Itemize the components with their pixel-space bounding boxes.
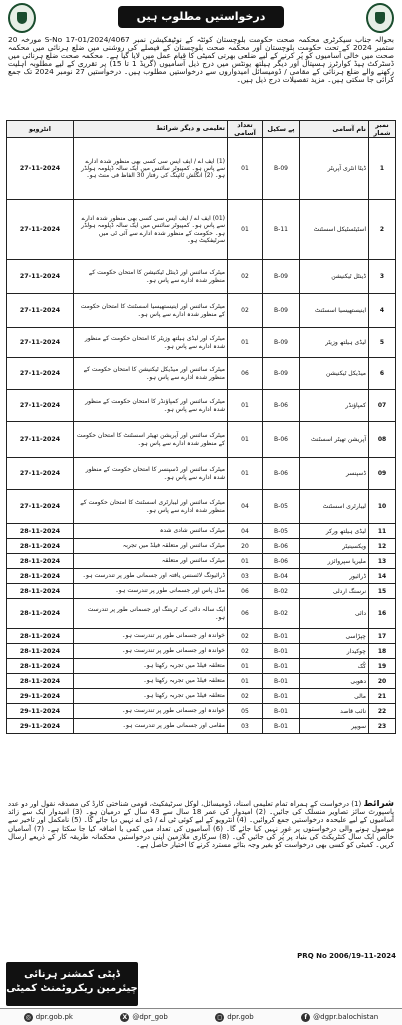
cell-serial: 3 xyxy=(369,260,396,294)
cell-pay-scale: B-09 xyxy=(263,328,300,358)
cell-serial: 11 xyxy=(369,524,396,539)
cell-qualification: (01) ایف اے / ایف ایس سی کسی بھی منظور شدہ ادارے سے پاس ہو۔ کمپیوٹر سائنس میں ایک سالہ ڈپلومہ ہولڈر ہو۔ حکومت کے منظور شدہ ادارے سے آئی ٹی میں سرٹیفکیٹ ہو۔ xyxy=(74,200,228,260)
cell-post-name: کمپاؤنڈر xyxy=(300,390,369,422)
table-row xyxy=(7,422,396,458)
cell-post-name: دھوبی xyxy=(300,674,369,689)
cell-interview-date: 28-11-2024 xyxy=(7,629,74,644)
table-row xyxy=(7,719,396,734)
cell-qualification: مقامی اور جسمانی طور پر تندرست ہو۔ xyxy=(74,719,228,734)
cell-interview-date: 29-11-2024 xyxy=(7,719,74,734)
cell-post-name: سویپر xyxy=(300,719,369,734)
footer-link[interactable] xyxy=(301,1013,378,1022)
signatory-title: ڈپٹی کمشنر ہرنائی xyxy=(24,969,120,980)
table-row xyxy=(7,704,396,719)
cell-qualification: میٹرک سائنس شادی شدہ xyxy=(74,524,228,539)
cell-post-name: ڈرائیور xyxy=(300,569,369,584)
intro-paragraph: بحوالہ جناب سیکرٹری محکمہ صحت حکومت بلوچستان کوئٹہ کے نوٹیفکیشن نمبر S-No 17-01/2024/4067 مورخہ 20 ستمبر 2024 کے تحت حکومت بلوچستان اور محکمہ صحت بلوچستان کے فیصلے کی روشنی میں ضلع ہرنائی میں محکمہ صحت میں خالی آسامیوں کو پُر کرنے کے لیے ضلعی بھرتی کمیٹی کا قیام عمل میں لایا گیا ہے۔ محکمہ صحت ضلع ہرنائی میں ڈسٹرکٹ ہیڈ کوارٹرز ہسپتال اور دیگر ہیلتھ یونٹس میں درج ذیل آسامیوں (گریڈ 1 تا 15) پر تقرری کے لیے مطلوبہ اہلیت رکھنے والے ضلع ہرنائی کے مقامی / ڈومیسائل امیدواروں سے درخواستیں مطلوب ہیں۔ درخواستیں 27 نومبر 2024 تک جمع کرائی جا سکتی ہیں۔ مزید تفصیلات درج ذیل ہیں۔ xyxy=(8,36,394,85)
cell-post-count: 01 xyxy=(228,200,263,260)
footer xyxy=(0,1008,402,1025)
header-qualification: تعلیمی و دیگر شرائط xyxy=(74,121,228,138)
header xyxy=(0,0,402,38)
table-row xyxy=(7,539,396,554)
cell-qualification: متعلقہ فیلڈ میں تجربہ رکھتا ہو۔ xyxy=(74,689,228,704)
header-pay-scale: پے سکیل xyxy=(263,121,300,138)
cell-serial: 18 xyxy=(369,644,396,659)
footer-link-text: @dgpr.balochistan xyxy=(313,1013,379,1021)
cell-qualification: میٹرک سائنس اور متعلقہ فیلڈ میں تجربہ xyxy=(74,539,228,554)
cell-post-name: مالی xyxy=(300,689,369,704)
cell-serial: 16 xyxy=(369,599,396,629)
cell-post-count: 01 xyxy=(228,674,263,689)
cell-serial: 5 xyxy=(369,328,396,358)
cell-pay-scale: B-01 xyxy=(263,659,300,674)
cell-post-name: اسٹیٹسٹیکل اسسٹنٹ xyxy=(300,200,369,260)
cell-post-count: 02 xyxy=(228,260,263,294)
department-emblem-icon xyxy=(366,3,394,33)
table-row xyxy=(7,138,396,200)
cell-interview-date: 28-11-2024 xyxy=(7,599,74,629)
cell-post-name: نائب قاصد xyxy=(300,704,369,719)
cell-pay-scale: B-05 xyxy=(263,524,300,539)
cell-serial: 13 xyxy=(369,554,396,569)
cell-pay-scale: B-06 xyxy=(263,539,300,554)
table-row xyxy=(7,328,396,358)
cell-post-count: 05 xyxy=(228,704,263,719)
cell-post-name: آپریشن تھیٹر اسسٹنٹ xyxy=(300,422,369,458)
cell-post-name: چپڑاسی xyxy=(300,629,369,644)
vacancies-table xyxy=(6,120,396,734)
table-header-row xyxy=(7,121,396,138)
cell-serial: 20 xyxy=(369,674,396,689)
cell-interview-date: 28-11-2024 xyxy=(7,524,74,539)
cell-pay-scale: B-01 xyxy=(263,704,300,719)
cell-post-count: 03 xyxy=(228,569,263,584)
cell-post-name: اینیستھیسیا اسسٹنٹ xyxy=(300,294,369,328)
cell-serial: 08 xyxy=(369,422,396,458)
cell-post-name: لیبارٹری اسسٹنٹ xyxy=(300,490,369,524)
cell-qualification: میٹرک سائنس اور اینیستھیسیا اسسٹنٹ کا امتحان حکومت کے منظور شدہ ادارے سے پاس ہو۔ xyxy=(74,294,228,328)
cell-pay-scale: B-01 xyxy=(263,719,300,734)
cell-post-name: ڈینٹل ٹیکنیشن xyxy=(300,260,369,294)
table-row xyxy=(7,358,396,390)
cell-pay-scale: B-04 xyxy=(263,569,300,584)
cell-qualification: میٹرک اور لیڈی ہیلتھ وزیٹر کا امتحان حکومت کے منظور شدہ ادارے سے پاس ہو۔ xyxy=(74,328,228,358)
cell-interview-date: 27-11-2024 xyxy=(7,390,74,422)
cell-serial: 2 xyxy=(369,200,396,260)
cell-qualification: میٹرک سائنس اور میڈیکل ٹیکنیشن کا امتحان حکومت کے منظور شدہ ادارے سے پاس ہو۔ xyxy=(74,358,228,390)
table-row xyxy=(7,200,396,260)
cell-qualification: خواندہ اور جسمانی طور پر تندرست ہو۔ xyxy=(74,704,228,719)
header-post-count: تعداد آسامی xyxy=(228,121,263,138)
cell-serial: 15 xyxy=(369,584,396,599)
table-row xyxy=(7,260,396,294)
table-row xyxy=(7,554,396,569)
cell-interview-date: 28-11-2024 xyxy=(7,554,74,569)
cell-qualification: متعلقہ فیلڈ میں تجربہ رکھتا ہو۔ xyxy=(74,674,228,689)
cell-serial: 17 xyxy=(369,629,396,644)
cell-interview-date: 28-11-2024 xyxy=(7,674,74,689)
footer-link[interactable] xyxy=(120,1013,167,1022)
footer-link[interactable] xyxy=(24,1013,73,1022)
cell-pay-scale: B-06 xyxy=(263,390,300,422)
instagram-icon: ◻ xyxy=(215,1013,224,1022)
footer-link-text: dpr.gob xyxy=(227,1013,254,1021)
cell-serial: 19 xyxy=(369,659,396,674)
cell-post-count: 06 xyxy=(228,584,263,599)
cell-qualification: خواندہ اور جسمانی طور پر تندرست ہو۔ xyxy=(74,629,228,644)
table-row xyxy=(7,294,396,328)
cell-pay-scale: B-01 xyxy=(263,629,300,644)
cell-qualification: ڈرائیونگ لائسنس یافتہ اور جسمانی طور پر تندرست ہو۔ xyxy=(74,569,228,584)
cell-post-name: میڈیکل ٹیکنیشن xyxy=(300,358,369,390)
cell-post-count: 20 xyxy=(228,539,263,554)
cell-serial: 10 xyxy=(369,490,396,524)
cell-interview-date: 27-11-2024 xyxy=(7,490,74,524)
table-row xyxy=(7,644,396,659)
cell-post-count: 06 xyxy=(228,599,263,629)
cell-qualification: متعلقہ فیلڈ میں تجربہ رکھتا ہو۔ xyxy=(74,659,228,674)
cell-qualification: میٹرک سائنس اور آپریشن تھیٹر اسسٹنٹ کا امتحان حکومت کے منظور شدہ ادارے سے پاس ہو۔ xyxy=(74,422,228,458)
cell-post-count: 02 xyxy=(228,629,263,644)
cell-serial: 22 xyxy=(369,704,396,719)
twitter-icon: X xyxy=(120,1013,129,1022)
cell-interview-date: 27-11-2024 xyxy=(7,458,74,490)
cell-post-name: کُک xyxy=(300,659,369,674)
cell-post-count: 02 xyxy=(228,689,263,704)
cell-interview-date: 28-11-2024 xyxy=(7,644,74,659)
cell-post-count: 02 xyxy=(228,644,263,659)
cell-post-name: چوکیدار xyxy=(300,644,369,659)
cell-pay-scale: B-02 xyxy=(263,584,300,599)
table-row xyxy=(7,569,396,584)
cell-post-count: 04 xyxy=(228,524,263,539)
cell-post-count: 01 xyxy=(228,328,263,358)
footer-link[interactable] xyxy=(215,1013,254,1022)
cell-pay-scale: B-05 xyxy=(263,490,300,524)
table-row xyxy=(7,629,396,644)
cell-post-name: لیڈی ہیلتھ وزیٹر xyxy=(300,328,369,358)
conditions-label: شرائط xyxy=(363,800,394,809)
cell-serial: 07 xyxy=(369,390,396,422)
cell-post-count: 04 xyxy=(228,490,263,524)
cell-post-count: 01 xyxy=(228,422,263,458)
table-row xyxy=(7,524,396,539)
cell-qualification: میٹرک سائنس اور لیبارٹری اسسٹنٹ کا امتحان حکومت کے منظور شدہ ادارے سے پاس ہو۔ xyxy=(74,490,228,524)
cell-post-name: دائی xyxy=(300,599,369,629)
cell-pay-scale: B-02 xyxy=(263,599,300,629)
facebook-icon: f xyxy=(301,1013,310,1022)
cell-qualification: خواندہ اور جسمانی طور پر تندرست ہو۔ xyxy=(74,644,228,659)
cell-post-count: 01 xyxy=(228,458,263,490)
cell-qualification: مڈل پاس اور جسمانی طور پر تندرست ہو۔ xyxy=(74,584,228,599)
cell-pay-scale: B-09 xyxy=(263,260,300,294)
table-row xyxy=(7,390,396,422)
signature-block xyxy=(6,962,138,1006)
cell-pay-scale: B-11 xyxy=(263,200,300,260)
cell-serial: 12 xyxy=(369,539,396,554)
cell-post-count: 01 xyxy=(228,659,263,674)
cell-interview-date: 29-11-2024 xyxy=(7,704,74,719)
cell-qualification: میٹرک سائنس اور کمپاؤنڈر کا امتحان حکومت کے منظور شدہ ادارے سے پاس ہو۔ xyxy=(74,390,228,422)
footer-link-text: dpr.gob.pk xyxy=(35,1013,73,1021)
cell-interview-date: 27-11-2024 xyxy=(7,358,74,390)
page-title: درخواستیں مطلوب ہیں xyxy=(118,6,284,28)
cell-serial: 6 xyxy=(369,358,396,390)
header-interview-date: انٹرویو xyxy=(7,121,74,138)
table-row xyxy=(7,458,396,490)
vacancies-body xyxy=(7,138,396,734)
cell-qualification: میٹرک سائنس اور متعلقہ xyxy=(74,554,228,569)
cell-post-name: ملیریا سپروائزر xyxy=(300,554,369,569)
table-row xyxy=(7,689,396,704)
table-row xyxy=(7,584,396,599)
cell-post-count: 01 xyxy=(228,390,263,422)
cell-serial: 1 xyxy=(369,138,396,200)
table-row xyxy=(7,659,396,674)
cell-pay-scale: B-09 xyxy=(263,294,300,328)
cell-post-count: 03 xyxy=(228,719,263,734)
cell-interview-date: 29-11-2024 xyxy=(7,689,74,704)
cell-pay-scale: B-09 xyxy=(263,138,300,200)
globe-icon: ◎ xyxy=(25,1013,31,1021)
cell-interview-date: 28-11-2024 xyxy=(7,539,74,554)
cell-serial: 14 xyxy=(369,569,396,584)
cell-post-count: 06 xyxy=(228,358,263,390)
cell-pay-scale: B-06 xyxy=(263,554,300,569)
signatory-role: چیئرمین ریکروٹمنٹ کمیٹی xyxy=(6,983,138,994)
footer-link-text: @dpr_gob xyxy=(132,1013,168,1021)
cell-qualification: ایک سالہ دائی کی ٹریننگ اور جسمانی طور پر تندرست ہو۔ xyxy=(74,599,228,629)
cell-post-name: نرسنگ اردلی xyxy=(300,584,369,599)
cell-post-count: 01 xyxy=(228,554,263,569)
cell-pay-scale: B-01 xyxy=(263,674,300,689)
table-row xyxy=(7,674,396,689)
cell-interview-date: 27-11-2024 xyxy=(7,260,74,294)
cell-serial: 23 xyxy=(369,719,396,734)
cell-pay-scale: B-09 xyxy=(263,358,300,390)
cell-post-name: ڈیٹا انٹری آپریٹر xyxy=(300,138,369,200)
cell-qualification: میٹرک سائنس اور ڈینٹل ٹیکنیشن کا امتحان حکومت کے منظور شدہ ادارے سے پاس ہو۔ xyxy=(74,260,228,294)
cell-interview-date: 27-11-2024 xyxy=(7,294,74,328)
cell-post-count: 01 xyxy=(228,138,263,200)
cell-post-count: 02 xyxy=(228,294,263,328)
cell-pay-scale: B-01 xyxy=(263,689,300,704)
cell-interview-date: 27-11-2024 xyxy=(7,328,74,358)
cell-qualification: (1) ایف اے / ایف ایس سی کسی بھی منظور شدہ ادارے سے پاس ہو۔ کمپیوٹر سائنس میں ایک سالہ ڈپلومہ ہولڈر ہو۔ (2) انگلش ٹائپنگ کی رفتار 30 الفاظ فی منٹ ہو۔ xyxy=(74,138,228,200)
government-emblem-icon xyxy=(8,3,36,33)
conditions-text: (1) درخواست کے ہمراہ تمام تعلیمی اسناد، ڈومیسائل، لوکل سرٹیفکیٹ، قومی شناختی کارڈ کی مصدقہ نقول اور دو عدد پاسپورٹ سائز تصاویر منسلک کی جائیں۔ (2) امیدوار کی عمر 18 سال سے 43 سال کے درمیان ہو۔ (3) امیدوار ایک سے زائد آسامیوں کے لیے علیحدہ درخواستیں جمع کروائیں۔ (4) انٹرویو کے لیے کوئی ٹی اے / ڈی اے نہیں دیا جائے گا۔ (5) نامکمل اور تاخیر سے موصول ہونے والی درخواستوں پر غور نہیں کیا جائے گا۔ (6) آسامیوں کی تعداد میں کمی یا اضافہ کیا جا سکتا ہے۔ (7) آسامیاں خالص ایک سال کنٹریکٹ کی بنیاد پر پُر کی جائیں گی۔ (8) سرکاری ملازمین اپنی درخواستیں محکمانہ طریقہ کار کے ذریعے ارسال کریں۔ کمیٹی کو کسی بھی درخواست کو بغیر وجہ بتائے مسترد کرنے کا اختیار حاصل ہے۔ xyxy=(8,800,394,850)
table-row xyxy=(7,490,396,524)
prq-number: PRQ No 2006/19-11-2024 xyxy=(297,952,396,960)
cell-interview-date: 28-11-2024 xyxy=(7,569,74,584)
table-row xyxy=(7,599,396,629)
cell-interview-date: 27-11-2024 xyxy=(7,138,74,200)
header-serial: نمبر شمار xyxy=(369,121,396,138)
cell-qualification: میٹرک سائنس اور ڈسپنسر کا امتحان حکومت کے منظور شدہ ادارے سے پاس ہو۔ xyxy=(74,458,228,490)
cell-post-name: ڈسپنسر xyxy=(300,458,369,490)
cell-post-name: لیڈی ہیلتھ ورکر xyxy=(300,524,369,539)
cell-pay-scale: B-06 xyxy=(263,458,300,490)
cell-post-name: ویکسینیٹر xyxy=(300,539,369,554)
conditions-section xyxy=(8,800,394,952)
cell-serial: 21 xyxy=(369,689,396,704)
cell-interview-date: 27-11-2024 xyxy=(7,200,74,260)
header-post-name: نام آسامی xyxy=(300,121,369,138)
cell-pay-scale: B-01 xyxy=(263,644,300,659)
cell-serial: 09 xyxy=(369,458,396,490)
cell-pay-scale: B-06 xyxy=(263,422,300,458)
cell-serial: 4 xyxy=(369,294,396,328)
cell-interview-date: 28-11-2024 xyxy=(7,659,74,674)
cell-interview-date: 28-11-2024 xyxy=(7,584,74,599)
cell-interview-date: 27-11-2024 xyxy=(7,422,74,458)
